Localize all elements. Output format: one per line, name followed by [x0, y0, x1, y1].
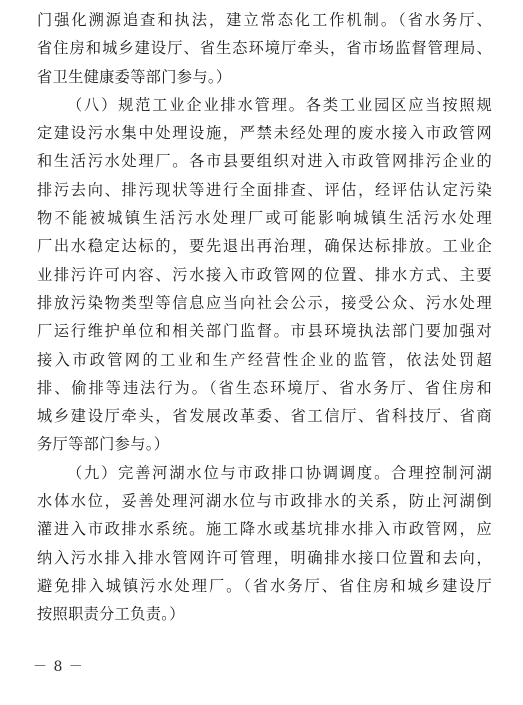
text-line: 按照职责分工负责。） — [37, 605, 185, 624]
text-line: 厂出水稳定达标的，要先退出再治理，确保达标排放。工业企 — [37, 237, 492, 256]
text-line: 省卫生健康委等部门参与。） — [37, 67, 232, 86]
text-line: 纳入污水排入排水管网许可管理，明确排水接口位置和去向， — [37, 548, 492, 567]
text-line: 定建设污水集中处理设施，严禁未经处理的废水接入市政管网 — [37, 124, 492, 143]
text-line: 门强化溯源追查和执法，建立常态化工作机制。（省水务厅、 — [37, 11, 492, 29]
text-line: 接入市政管网的工业和生产经营性企业的监管，依法处罚超 — [37, 350, 492, 369]
body-text — [37, 6, 492, 629]
text-line: 城乡建设厅牵头，省发展改革委、省工信厅、省科技厅、省商 — [37, 407, 492, 426]
text-line: 和生活污水处理厂。各市县要组织对进入市政管网排污企业的 — [37, 152, 492, 171]
text-line: 务厅等部门参与。） — [37, 435, 170, 454]
text-line: 排、偷排等违法行为。（省生态环境厅、省水务厅、省住房和 — [37, 378, 492, 397]
text-line: 厂运行维护单位和相关部门监督。市县环境执法部门要加强对 — [37, 322, 492, 341]
text-line: 排污去向、排污现状等进行全面排查、评估，经评估认定污染 — [37, 180, 492, 199]
text-line: 物不能被城镇生活污水处理厂或可能影响城镇生活污水处理 — [37, 209, 492, 228]
section-heading-line: （九）完善河湖水位与市政排口协调调度。合理控制河湖 — [67, 463, 492, 482]
page-number: － 8 － — [33, 659, 84, 675]
text-line: 省住房和城乡建设厅、省生态环境厅牵头，省市场监督管理局、 — [37, 39, 492, 58]
text-line: 排放污染物类型等信息应当向社会公示，接受公众、污水处理 — [37, 293, 492, 312]
text-line: 灌进入市政排水系统。施工降水或基坑排水排入市政管网，应 — [37, 520, 492, 539]
text-line: 避免排入城镇污水处理厂。（省水务厅、省住房和城乡建设厅 — [37, 576, 492, 595]
text-line: 水体水位，妥善处理河湖水位与市政排水的关系，防止河湖倒 — [37, 492, 492, 511]
section-heading-line: （八）规范工业企业排水管理。各类工业园区应当按照规 — [67, 95, 492, 114]
text-line: 业排污许可内容、污水接入市政管网的位置、排水方式、主要 — [37, 265, 492, 284]
